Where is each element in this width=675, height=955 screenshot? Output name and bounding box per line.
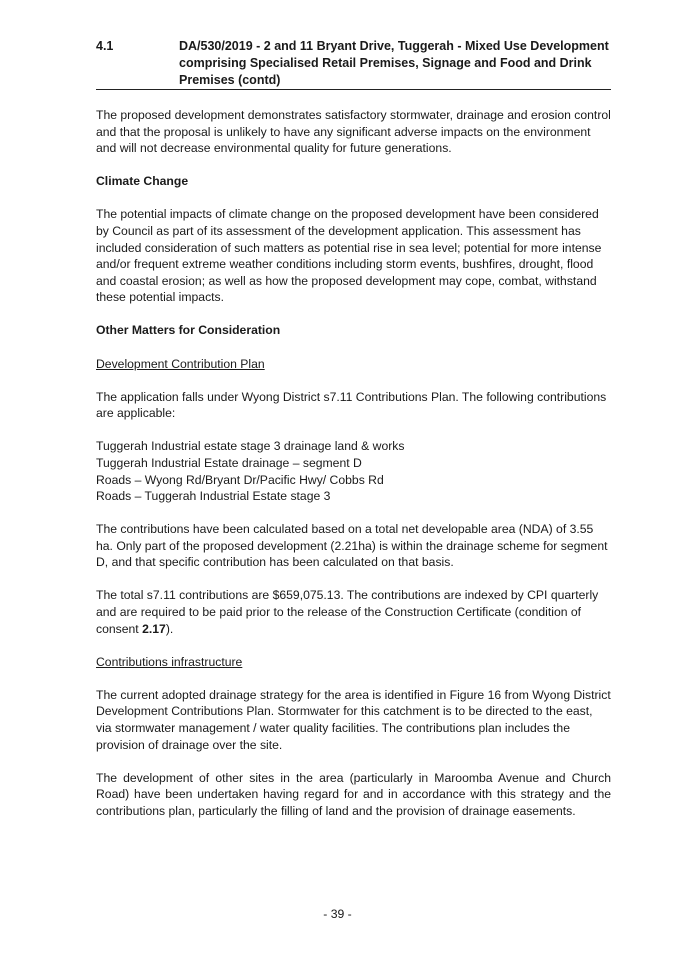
- paragraph-contributions-plan: The application falls under Wyong District s7.11 Contributions Plan. The following contributions are applicable:: [96, 389, 607, 421]
- list-item: Tuggerah Industrial Estate drainage – segment D: [96, 455, 362, 470]
- paragraph-nda-calculation: The contributions have been calculated based on a total net developable area (NDA) of 3.55 ha. Only part of the proposed development (2.21ha) is within the drainage scheme for segment D, and that specific contribution has been calculated on that basis.: [96, 522, 608, 570]
- paragraph-drainage-strategy: The current adopted drainage strategy for the area is identified in Figure 16 from Wyong District Development Contributions Plan. Stormwater for this catchment is to be directed to the east, via stormwater management / water quality facilities. The contributions plan includes the provision of drainage over the site.: [96, 687, 611, 752]
- document-body: [96, 107, 611, 836]
- subheading-contributions-infrastructure: Contributions infrastructure: [96, 654, 243, 669]
- total-text-start: The total s7.11 contributions are $659,075.13. The contributions are indexed by CPI quarterly and are required to be paid prior to the release of the Construction Certificate (condition of consent: [96, 588, 599, 636]
- subheading-development-contribution-plan: Development Contribution Plan: [96, 356, 265, 371]
- paragraph-stormwater: The proposed development demonstrates satisfactory stormwater, drainage and erosion control and that the proposal is unlikely to have any significant adverse impacts on the environment and will not decrease environmental quality for future generations.: [96, 108, 611, 156]
- total-text-end: ).: [165, 621, 174, 636]
- heading-other-matters: Other Matters for Consideration: [96, 323, 281, 338]
- paragraph-other-sites: The development of other sites in the area (particularly in Maroomba Avenue and Church Road) have been undertaken having regard for and in accordance with this strategy and the contributions plan, particularly the filling of land and the provision of drainage easements.: [96, 770, 611, 818]
- page-number: - 39 -: [323, 907, 352, 921]
- paragraph-total-contributions: [96, 587, 611, 637]
- item-title: DA/530/2019 - 2 and 11 Bryant Drive, Tuggerah - Mixed Use Development comprising Specialised Retail Premises, Signage and Food and Drink Premises (contd): [179, 39, 609, 87]
- condition-reference: 2.17: [142, 621, 166, 636]
- list-item: Tuggerah Industrial estate stage 3 drainage land & works: [96, 439, 405, 454]
- paragraph-climate-change: The potential impacts of climate change on the proposed development have been considered by Council as part of its assessment of the development application. This assessment has included consideration of such matters as potential rise in sea level; potential for more intense and/or frequent extreme weather conditions including storm events, bushfires, drought, flood and coastal erosion; as well as how the proposed development may cope, combat, withstand these potential impacts.: [96, 207, 602, 305]
- item-number: 4.1: [96, 39, 114, 53]
- header-divider: [96, 89, 611, 90]
- list-item: Roads – Wyong Rd/Bryant Dr/Pacific Hwy/ Cobbs Rd: [96, 472, 384, 487]
- list-item: Roads – Tuggerah Industrial Estate stage 3: [96, 489, 331, 504]
- heading-climate-change: Climate Change: [96, 174, 189, 189]
- contributions-list: [96, 438, 611, 504]
